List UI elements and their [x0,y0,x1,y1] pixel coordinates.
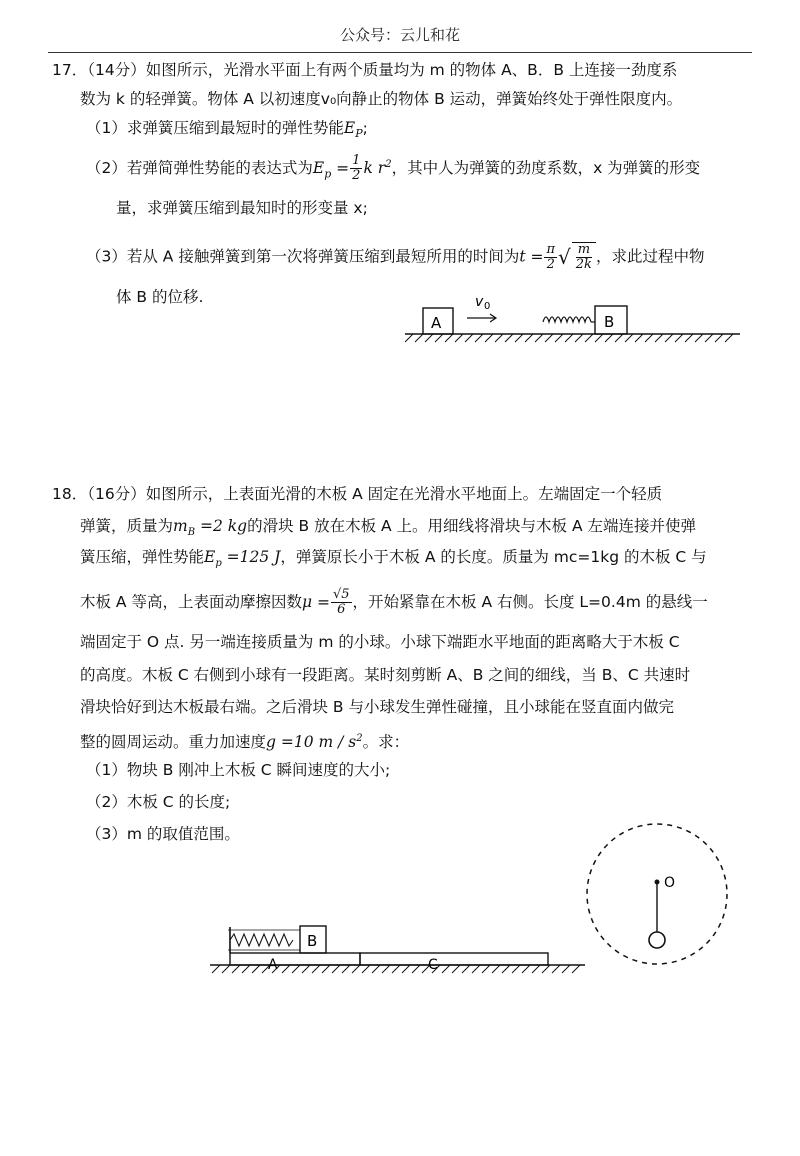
q17-formula-sub: p [324,167,332,181]
q18-label-a: A [268,957,278,973]
q17-label-b: B [604,313,615,331]
q17-ep-symbol: E [343,119,356,137]
q18-line-8 [80,728,409,753]
q17-pi-fraction [544,243,557,272]
q17-formula-sup: 2 [385,159,392,170]
q18-ep-value: =125 J [221,548,281,566]
q17-sqrt [572,242,596,272]
q17-t-eq: = [525,247,544,266]
q18-board-a [230,953,360,965]
q18-line-8-post: 。求： [362,733,410,752]
q17-half-bottom: 2 [352,168,361,184]
q17-label-v-sub: 0 [484,301,491,312]
q17-formula-rhs: k r [363,159,386,178]
q18-g-value: =10 m / s [275,733,357,752]
q18-g-symbol: g [266,733,276,752]
q18-line-1: 18．（16分）如图所示，上表面光滑的木板 A 固定在光滑水平地面上。左端固定一个轻质 [52,485,663,503]
q18-part-1: （1）物块 B 刚冲上木板 C 瞬间速度的大小; [86,761,391,779]
q17-spring-icon [543,317,591,322]
q17-half-top: 1 [352,153,361,169]
q18-line-2 [80,515,696,544]
q17-label-v: v [475,294,484,310]
q17-m-top: m [577,242,591,257]
q17-pi-bottom: 2 [546,256,555,272]
q17-m-bottom: 2k [575,257,592,272]
q17-part-3 [86,242,704,272]
q17-ground-hatch [405,334,733,342]
q18-line-8-pre: 整的圆周运动。重力加速度 [80,733,267,752]
q18-label-b: B [307,932,318,950]
q18-line-7: 滑块恰好到达木板最右端。之后滑块 B 与小球发生弹性碰撞，且小球能在竖直面内做完 [80,698,674,716]
q17-line-5: 量，求弹簧压缩到最知时的形变量 x; [116,199,368,217]
q17-part-2-end: ，其中人为弹簧的劲度系数，x 为弹簧的形变 [391,159,701,178]
q18-figure [200,815,760,985]
q18-mu-top: √5 [332,587,350,602]
q17-part-1-text: （1）求弹簧压缩到最短时的弹性势能 [86,119,344,137]
q18-part-3: （3）m 的取值范围。 [86,825,240,843]
q17-pi-top: π [546,241,556,257]
q18-mu-fraction [331,588,352,617]
q17-m-fraction [574,243,594,272]
page-header: 公众号：云儿和花 [339,26,460,44]
q17-line-1: 17．（14分）如图所示，光滑水平面上有两个质量均为 m 的物体 A、B．B 上连接一劲度系 [52,61,678,79]
q18-line-4 [80,588,708,617]
q17-part-1-end: ; [362,119,368,137]
q18-part-2: （2）木板 C 的长度; [86,793,231,811]
q18-line-3-pre: 簧压缩，弹性势能 [80,548,205,566]
q18-mu-symbol: μ [301,593,313,611]
q18-mu-eq: = [312,593,330,611]
q17-part-3-text: （3）若从 A 接触弹簧到第一次将弹簧压缩到最短所用的时间为 [86,247,520,266]
q18-line-3-post: ，弹簧原长小于木板 A 的长度。质量为 mc=1kg 的木板 C 与 [280,548,707,566]
q17-t-symbol: t [519,247,526,266]
q18-ball [649,932,665,948]
header-divider [48,52,752,53]
q18-line-6: 的高度。木板 C 右侧到小球有一段距离。某时刻剪断 A、B 之间的细线，当 B、C 共速时 [80,666,691,684]
q17-part-2 [86,154,700,185]
q18-board-c [360,953,548,965]
q17-figure [395,290,745,348]
q18-line-3 [80,546,707,575]
q18-line-2-pre: 弹簧，质量为 [80,517,174,535]
q18-label-c: C [428,957,438,973]
q18-ep-symbol: E [204,548,216,566]
q17-part-3-end: ，求此过程中物 [595,247,705,266]
q18-mu-bottom: 6 [337,602,346,617]
q18-mass-value: =2 kg [195,517,248,535]
q17-line-2: 数为 k 的轻弹簧。物体 A 以初速度v₀向静止的物体 B 运动，弹簧始终处于弹性限度内。 [80,90,683,108]
q18-ep-sub: p [215,558,222,570]
q18-line-4-pre: 木板 A 等高，上表面动摩擦因数 [80,593,302,611]
q17-label-a: A [431,314,442,332]
q17-ep-sub: P [355,127,363,141]
q18-label-o: O [664,875,676,891]
q17-half-fraction [350,154,362,183]
q17-part-1 [86,117,368,145]
q18-line-5: 端固定于 O 点. 另一端连接质量为 m 的小球。小球下端距水平地面的距离略大于木板 C [80,633,680,651]
q17-formula-eq: = [331,159,350,178]
q17-part-2-text: （2）若弹简弹性势能的表达式为 [86,159,313,178]
q17-radical-icon: √ [558,245,571,269]
q18-line-2-post: 的滑块 B 放在木板 A 上。用细线将滑块与木板 A 左端连接并使弹 [247,517,697,535]
q18-g-sup: 2 [356,733,363,744]
q18-mass-sub: B [187,527,196,539]
q17-formula-lhs: E [312,159,325,178]
q17-line-7: 体 B 的位移. [116,288,204,306]
q18-mass-symbol: m [173,517,188,535]
q18-line-4-post: ，开始紧靠在木板 A 右侧。长度 L=0.4m 的悬线一 [352,593,708,611]
q18-spring-icon [230,934,293,946]
